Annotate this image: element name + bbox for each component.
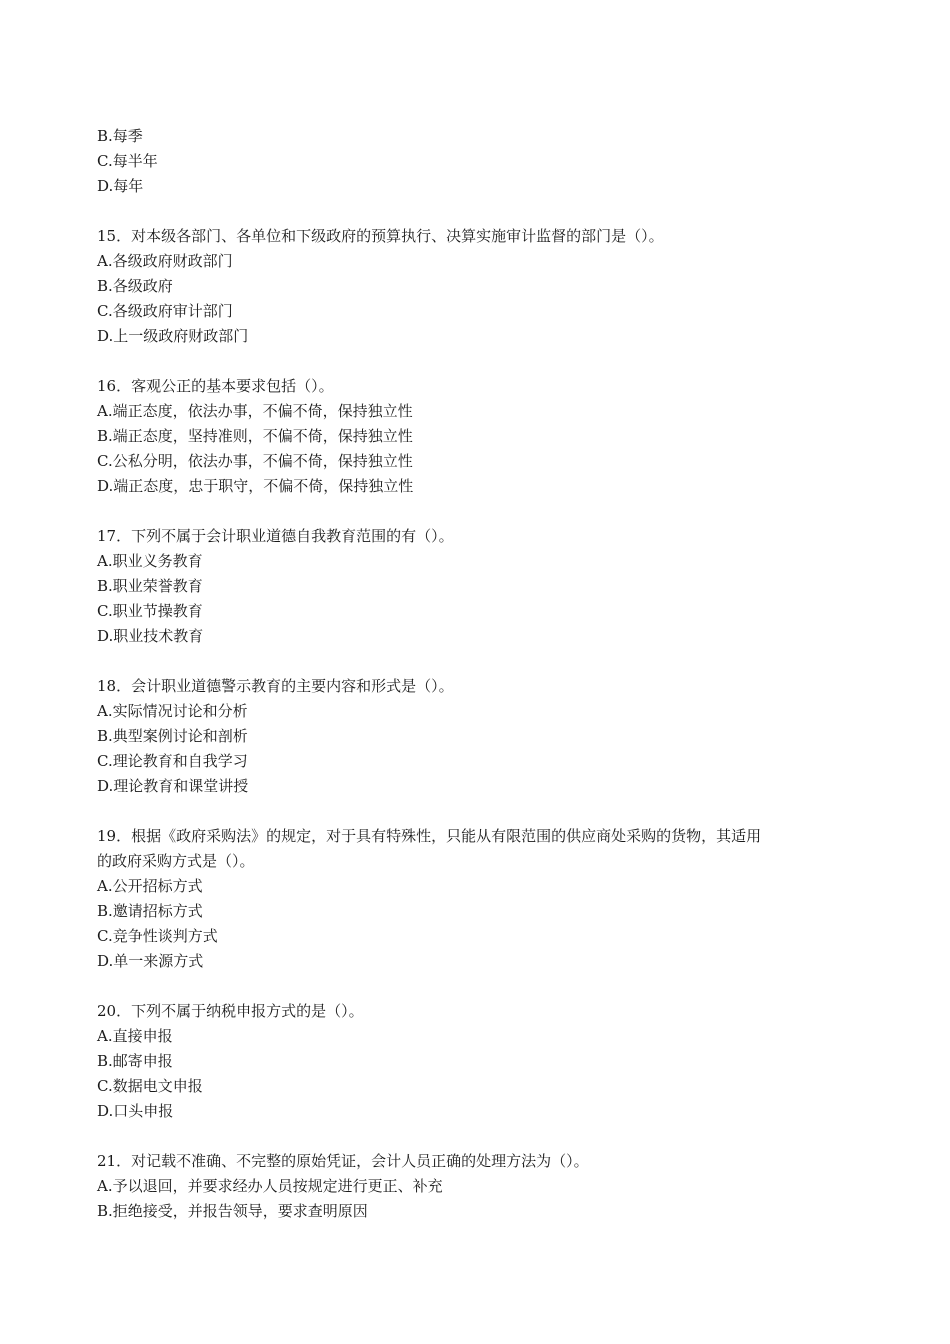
option-b: B.拒绝接受，并报告领导，要求查明原因	[97, 1202, 368, 1220]
option-d: D.端正态度，忠于职守，不偏不倚，保持独立性	[97, 477, 414, 495]
option-b: B.各级政府	[97, 277, 173, 295]
option-a: A.端正态度，依法办事，不偏不倚，保持独立性	[97, 402, 413, 420]
option-d: D.职业技术教育	[97, 627, 204, 645]
option-b: B.邮寄申报	[97, 1052, 173, 1070]
option-a: A.直接申报	[97, 1027, 173, 1045]
option-b: B.典型案例讨论和剖析	[97, 727, 248, 745]
option-a: A.公开招标方式	[97, 877, 203, 895]
option-d: D.理论教育和课堂讲授	[97, 777, 249, 795]
option-c: C.各级政府审计部门	[97, 302, 233, 320]
option-c: C.每半年	[97, 152, 158, 170]
option-d: D.单一来源方式	[97, 952, 204, 970]
question-stem: 18．会计职业道德警示教育的主要内容和形式是（）。	[97, 677, 454, 695]
option-c: C.公私分明，依法办事，不偏不倚，保持独立性	[97, 452, 413, 470]
option-b: B.邀请招标方式	[97, 902, 203, 920]
question-21	[97, 1149, 857, 1224]
option-a: A.各级政府财政部门	[97, 252, 233, 270]
option-b: B.每季	[97, 127, 143, 145]
question-stem: 15．对本级各部门、各单位和下级政府的预算执行、决算实施审计监督的部门是（）。	[97, 227, 664, 245]
option-c: C.理论教育和自我学习	[97, 752, 248, 770]
question-list	[97, 124, 857, 1224]
option-a: A.予以退回，并要求经办人员按规定进行更正、补充	[97, 1177, 443, 1195]
option-c: C.职业节操教育	[97, 602, 203, 620]
option-c: C.竞争性谈判方式	[97, 927, 218, 945]
question-stem: 20．下列不属于纳税申报方式的是（）。	[97, 1002, 364, 1020]
question-stem: 19．根据《政府采购法》的规定，对于具有特殊性，只能从有限范围的供应商处采购的货物，其适用	[97, 827, 762, 845]
option-d: D.口头申报	[97, 1102, 174, 1120]
question-stem: 17．下列不属于会计职业道德自我教育范围的有（）。	[97, 527, 454, 545]
option-d: D.每年	[97, 177, 144, 195]
question-15	[97, 224, 857, 349]
question-stem: 21．对记载不准确、不完整的原始凭证，会计人员正确的处理方法为（）。	[97, 1152, 589, 1170]
question-16	[97, 374, 857, 499]
question-20	[97, 999, 857, 1124]
option-b: B.端正态度，坚持准则，不偏不倚，保持独立性	[97, 427, 413, 445]
option-b: B.职业荣誉教育	[97, 577, 203, 595]
option-c: C.数据电文申报	[97, 1077, 203, 1095]
question-stem-continued: 的政府采购方式是（）。	[97, 852, 255, 870]
question-stem: 16．客观公正的基本要求包括（）。	[97, 377, 334, 395]
option-d: D.上一级政府财政部门	[97, 327, 249, 345]
question-18	[97, 674, 857, 799]
question-19	[97, 824, 857, 974]
question-17	[97, 524, 857, 649]
option-a: A.职业义务教育	[97, 552, 203, 570]
option-a: A.实际情况讨论和分析	[97, 702, 248, 720]
